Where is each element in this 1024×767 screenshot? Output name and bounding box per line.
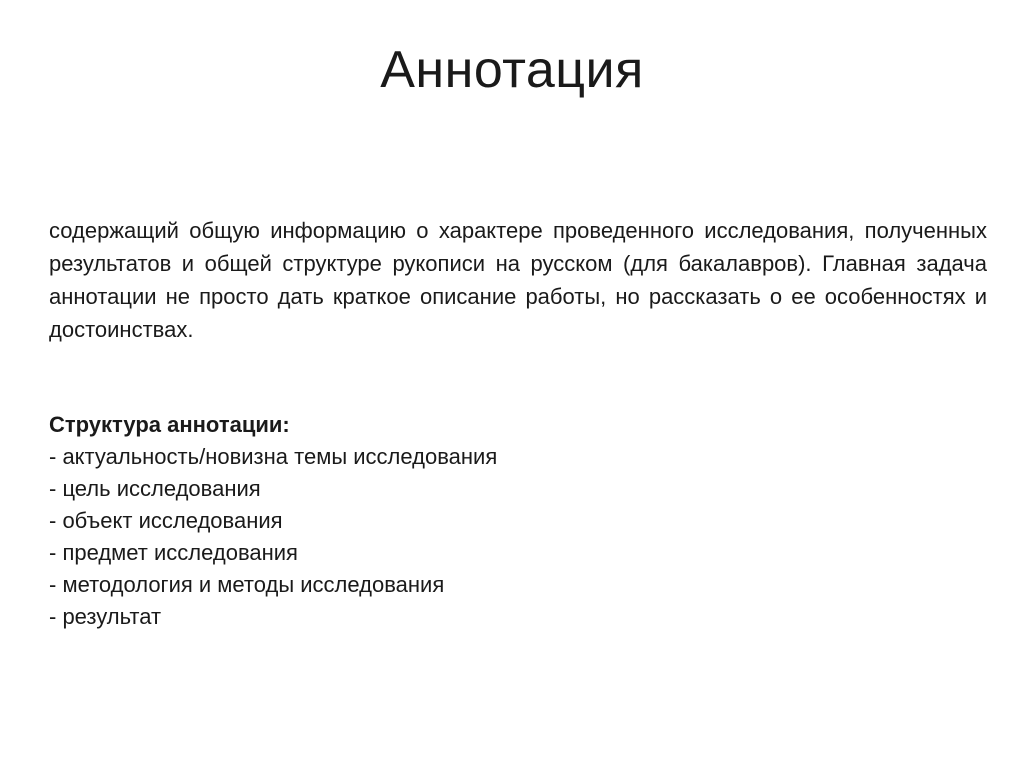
structure-list-item: - цель исследования: [49, 476, 261, 501]
structure-list-item: - предмет исследования: [49, 540, 298, 565]
slide-title: Аннотация: [380, 41, 644, 99]
structure-list-item: - результат: [49, 604, 162, 629]
structure-list: [49, 441, 987, 633]
structure-section: [49, 409, 987, 633]
structure-heading: Структура аннотации:: [49, 412, 290, 437]
annotation-description: содержащий общую информацию о характере проведенного исследования, полученных результатов и общей структуре рукописи на русском (для бакалавров). Главная задача аннотации не просто дать краткое описание работы, но рассказать о ее особенностях и достоинствах.: [49, 218, 987, 342]
structure-list-item: - актуальность/новизна темы исследования: [49, 444, 498, 469]
structure-list-item: - методология и методы исследования: [49, 572, 445, 597]
structure-list-item: - объект исследования: [49, 508, 283, 533]
